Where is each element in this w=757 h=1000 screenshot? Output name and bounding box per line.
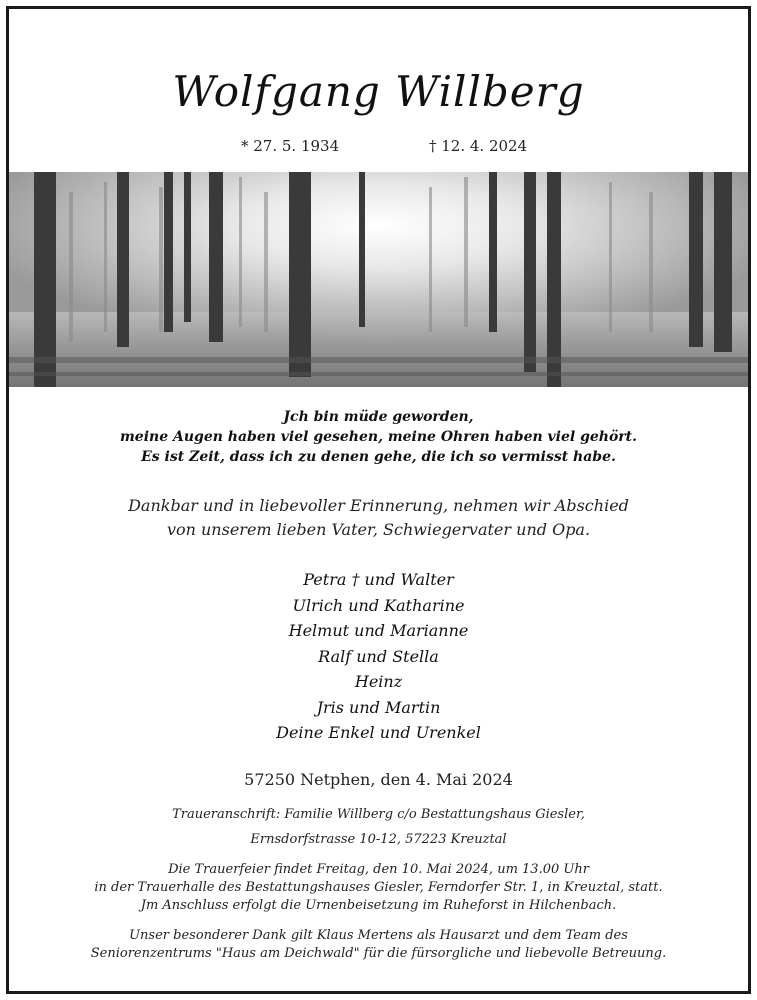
address-line: Traueranschrift: Familie Willberg c/o Bestattungshaus Giesler, bbox=[172, 807, 585, 822]
mourner-entry: Heinz bbox=[354, 672, 403, 691]
mourner-entry: Ulrich und Katharine bbox=[292, 595, 465, 615]
thanks-line: Seniorenzentrums "Haus am Deichwald" für die fürsorgliche und liebevolle Betreuung. bbox=[90, 946, 667, 961]
ceremony-line: Jm Anschluss erfolgt die Urnenbeisetzung im Ruheforst in Hilchenbach. bbox=[140, 898, 617, 913]
forest-photo bbox=[9, 172, 748, 387]
mourning-address bbox=[9, 802, 748, 852]
obituary-frame bbox=[6, 6, 751, 994]
mourner-entry: Petra † und Walter bbox=[303, 570, 454, 589]
ceremony-line: Die Trauerfeier findet Freitag, den 10. Mai 2024, um 13.00 Uhr bbox=[168, 862, 589, 877]
ceremony-line: in der Trauerhalle des Bestattungshauses Giesler, Ferndorfer Str. 1, in Kreuztal, statt. bbox=[94, 880, 663, 895]
address-line: Ernsdorfstrasse 10-12, 57223 Kreuztal bbox=[250, 832, 507, 847]
mourner-entry: Ralf und Stella bbox=[318, 646, 439, 666]
quote-line: meine Augen haben viel gesehen, meine Ohren haben viel gehört. bbox=[119, 429, 638, 445]
mourner-entry: Jris und Martin bbox=[316, 697, 441, 717]
place-date: 57250 Netphen, den 4. Mai 2024 bbox=[244, 770, 513, 789]
mourner-entry: Helmut und Marianne bbox=[288, 621, 469, 640]
acknowledgement bbox=[9, 927, 748, 963]
thanks-line: Unser besonderer Dank gilt Klaus Mertens als Hausarzt und dem Team des bbox=[129, 928, 628, 943]
quote-line: Jch bin müde geworden, bbox=[283, 409, 474, 425]
farewell-text bbox=[9, 494, 748, 542]
mourner-entry: Deine Enkel und Urenkel bbox=[276, 723, 481, 742]
farewell-line: Dankbar und in liebevoller Erinnerung, nehmen wir Abschied bbox=[128, 496, 629, 515]
deceased-name: Wolfgang Willberg bbox=[172, 67, 585, 116]
death-date: † 12. 4. 2024 bbox=[429, 137, 528, 155]
birth-date: * 27. 5. 1934 bbox=[241, 137, 340, 155]
farewell-line: von unserem lieben Vater, Schwiegervater und Opa. bbox=[166, 520, 591, 539]
mourners-list bbox=[9, 567, 748, 746]
ceremony-info bbox=[9, 861, 748, 915]
poem-quote bbox=[9, 407, 748, 467]
quote-line: Es ist Zeit, dass ich zu denen gehe, die ich so vermisst habe. bbox=[141, 449, 616, 465]
